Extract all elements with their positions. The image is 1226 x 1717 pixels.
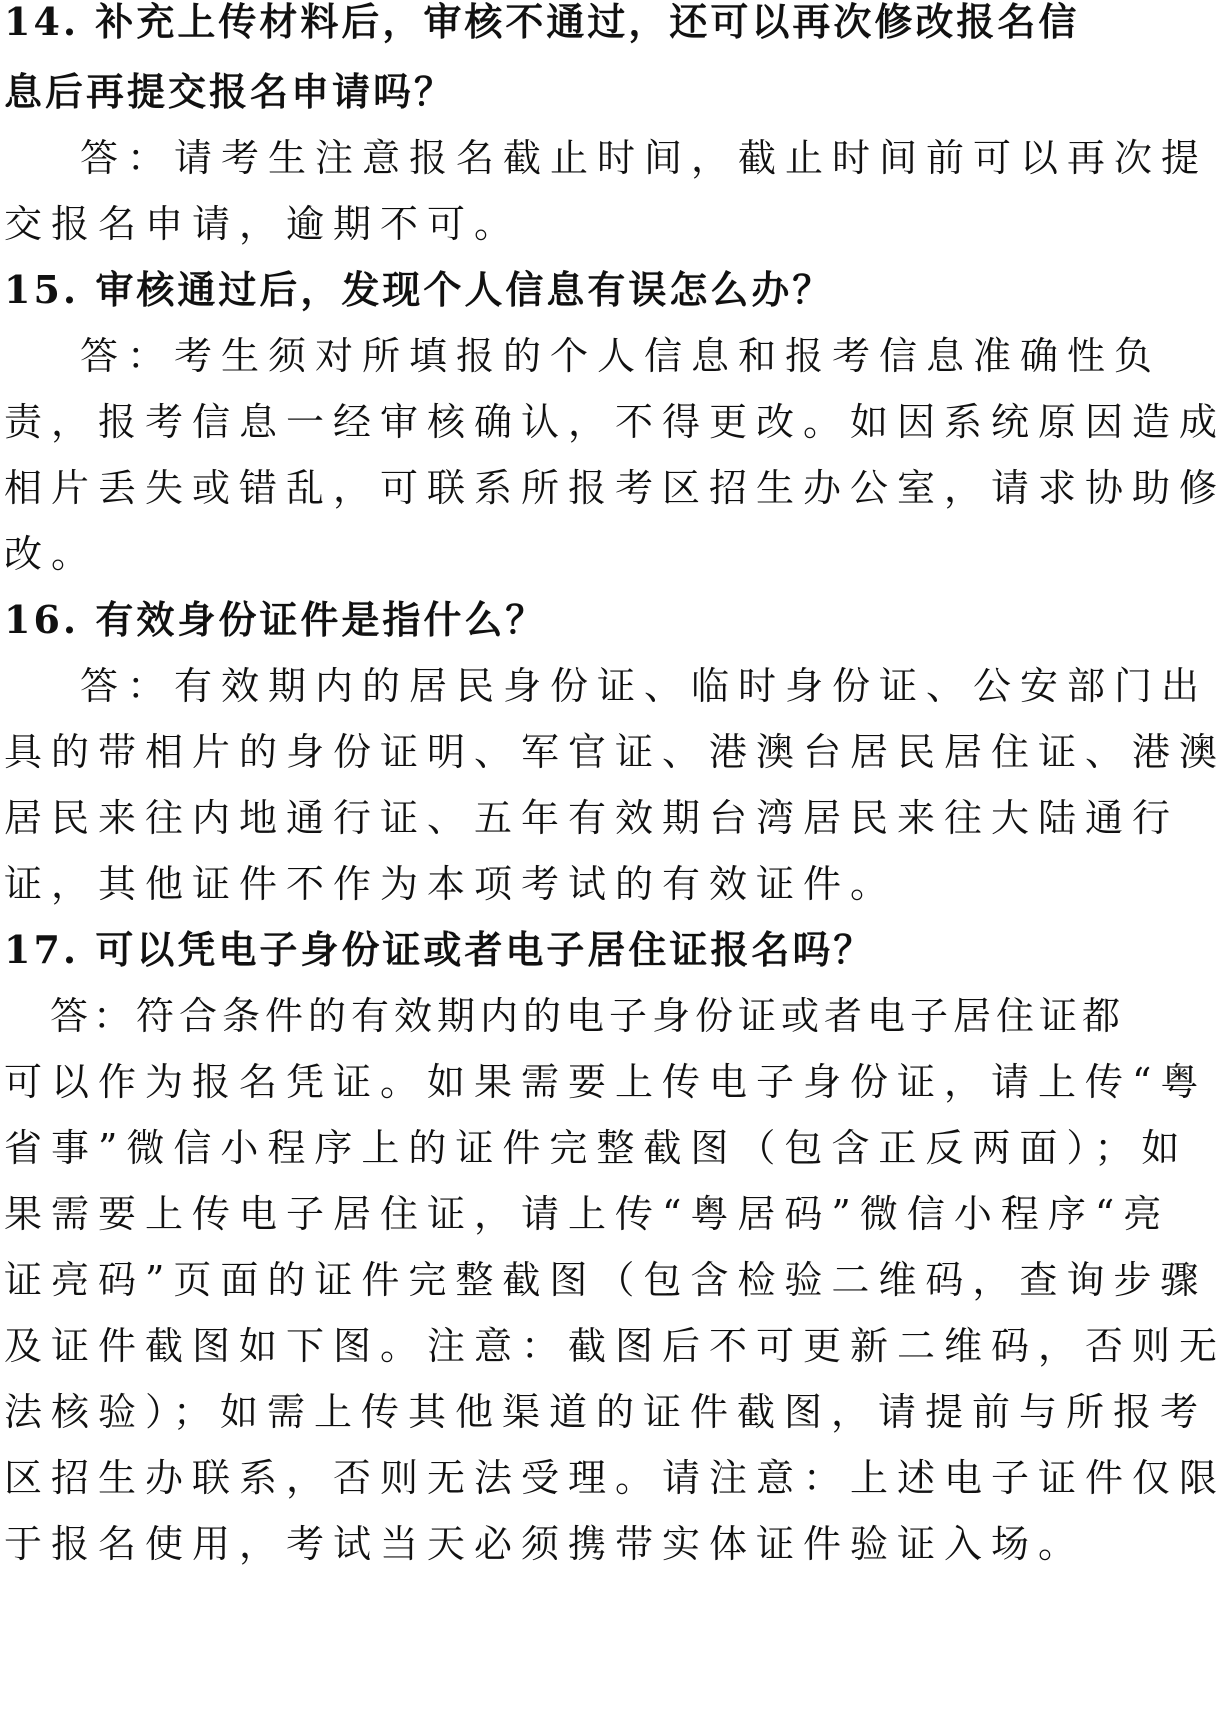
answer-17-text-cont: 省事”微信小程序上的证件完整截图（包含正反两面）；如 — [4, 1126, 1189, 1170]
answer-17-text-cont: 果需要上传电子居住证，请上传“粤居码”微信小程序“亮 — [4, 1192, 1171, 1236]
answer-16-text: 答：有效期内的居民身份证、临时身份证、公安部门出 — [80, 664, 1209, 708]
answer-14-text-cont: 交报名申请，逾期不可。 — [4, 202, 522, 246]
question-16-heading: 16. 有效身份证件是指什么？ — [4, 597, 547, 642]
answer-16-text-cont: 居民来往内地通行证、五年有效期台湾居民来往大陆通行 — [4, 796, 1180, 840]
answer-17-text: 答：符合条件的有效期内的电子身份证或者电子居住证都 — [50, 994, 1126, 1038]
question-14-heading: 14. 补充上传材料后，审核不通过，还可以再次修改报名信 — [4, 0, 1080, 44]
answer-16-text-cont: 具的带相片的身份证明、军官证、港澳台居民居住证、港澳 — [4, 730, 1226, 774]
question-15-heading: 15. 审核通过后，发现个人信息有误怎么办？ — [4, 267, 834, 312]
answer-17-text-cont: 及证件截图如下图。注意：截图后不可更新二维码，否则无 — [4, 1324, 1226, 1368]
answer-15-text-cont: 相片丢失或错乱，可联系所报考区招生办公室，请求协助修 — [4, 466, 1226, 510]
answer-16-text-cont: 证，其他证件不作为本项考试的有效证件。 — [4, 862, 898, 906]
answer-15-text: 答：考生须对所填报的个人信息和报考信息准确性负 — [80, 334, 1162, 378]
question-14-heading-cont: 息后再提交报名申请吗？ — [4, 69, 456, 114]
answer-17-text-cont: 可以作为报名凭证。如果需要上传电子身份证，请上传“粤 — [4, 1060, 1208, 1104]
answer-17-text-cont: 于报名使用，考试当天必须携带实体证件验证入场。 — [4, 1522, 1086, 1566]
answer-17-text-cont: 区招生办联系，否则无法受理。请注意：上述电子证件仅限 — [4, 1456, 1226, 1500]
answer-15-text-cont: 改。 — [4, 532, 99, 576]
answer-17-text-cont: 证亮码”页面的证件完整截图（包含检验二维码，查询步骤 — [4, 1258, 1208, 1302]
answer-15-text-cont: 责，报考信息一经审核确认，不得更改。如因系统原因造成 — [4, 400, 1226, 444]
answer-17-text-cont: 法核验）；如需上传其他渠道的证件截图，请提前与所报考 — [4, 1390, 1208, 1434]
answer-14-text: 答：请考生注意报名截止时间，截止时间前可以再次提 — [80, 136, 1209, 180]
question-17-heading: 17. 可以凭电子身份证或者电子居住证报名吗？ — [4, 927, 875, 972]
